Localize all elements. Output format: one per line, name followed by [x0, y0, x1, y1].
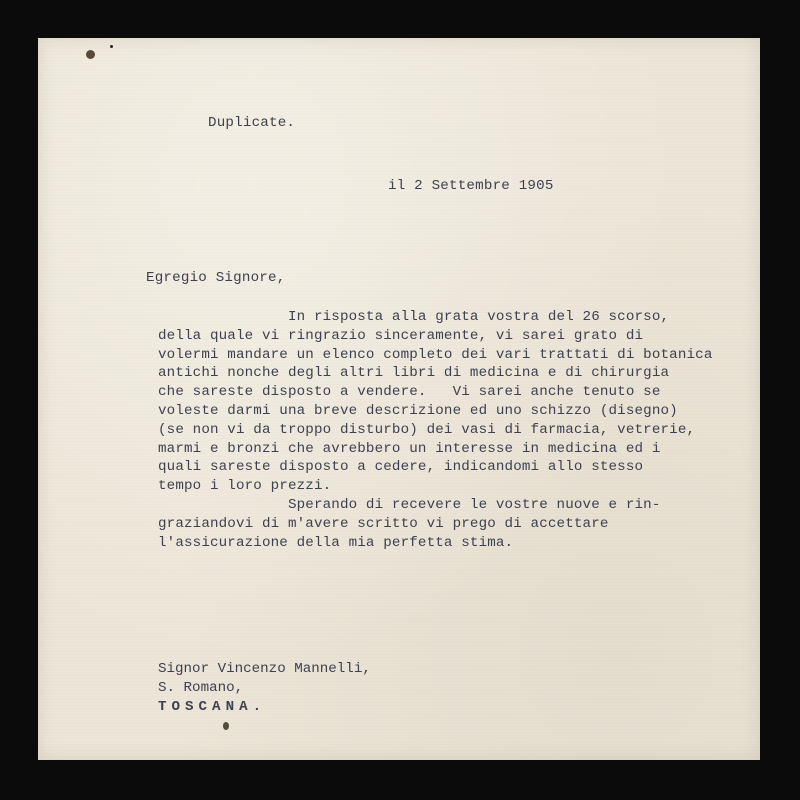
body-line: Sperando di recevere le vostre nuove e rin- [158, 496, 661, 513]
ink-blot [110, 45, 113, 48]
recipient-address [158, 660, 371, 716]
duplicate-header: Duplicate. [208, 115, 296, 131]
body-line: che sareste disposto a vendere. Vi sarei anche tenuto se [158, 384, 661, 401]
body-line: (se non vi da troppo disturbo) dei vasi di farmacia, vetrerie, [158, 421, 696, 438]
body-line: l'assicurazione della mia perfetta stima. [158, 534, 514, 551]
body-line: quali sareste disposto a cedere, indicandomi allo stesso [158, 459, 644, 476]
body-line: In risposta alla grata vostra del 26 scorso, [158, 309, 670, 325]
address-line: Signor Vincenzo Mannelli, [158, 661, 371, 677]
address-line: S. Romano, [158, 679, 244, 696]
address-line: TOSCANA. [158, 698, 267, 715]
body-line: voleste darmi una breve descrizione ed uno schizzo (disegno) [158, 402, 678, 419]
body-line: graziandovi di m'avere scritto vi prego di accettare [158, 515, 609, 532]
body-line: tempo i loro prezzi. [158, 478, 332, 495]
letter-sheet [38, 38, 760, 760]
ink-blot [86, 50, 95, 59]
ink-blot [223, 722, 229, 730]
body-line: antichi nonche degli altri libri di medicina e di chirurgia [158, 365, 670, 382]
salutation: Egregio Signore, [146, 270, 286, 286]
body-line: marmi e bronzi che avrebbero un interesse in medicina ed i [158, 440, 661, 457]
body-line: della quale vi ringrazio sinceramente, vi sarei grato di [158, 327, 644, 344]
body-line: volermi mandare un elenco completo dei vari trattati di botanica [158, 346, 713, 363]
letter-body [158, 308, 748, 552]
letter-date: il 2 Settembre 1905 [388, 178, 554, 194]
